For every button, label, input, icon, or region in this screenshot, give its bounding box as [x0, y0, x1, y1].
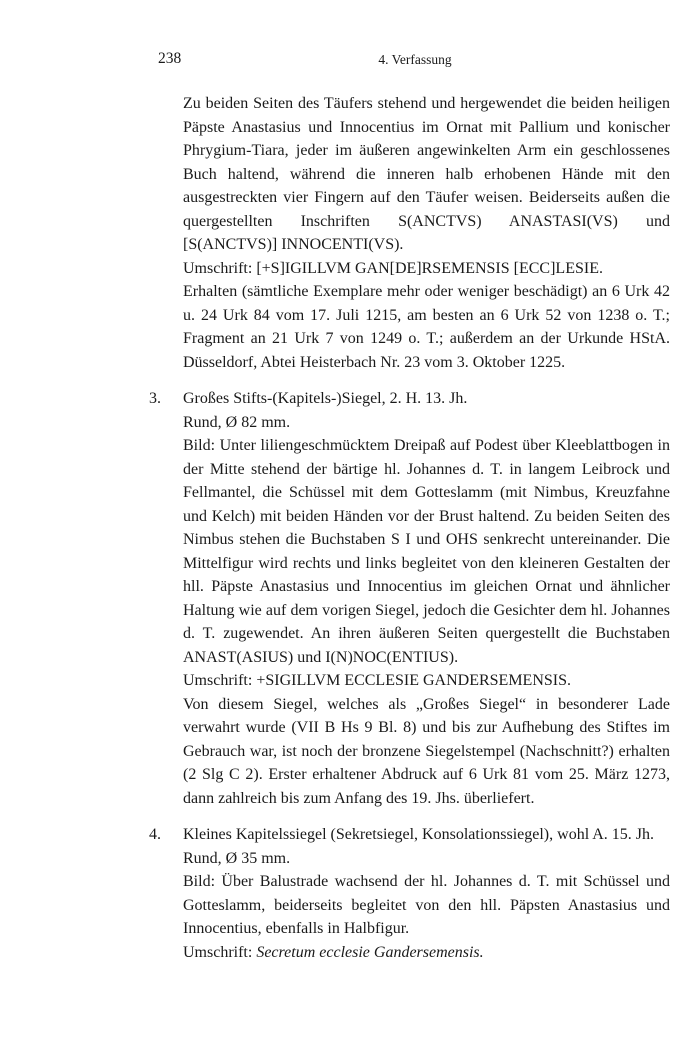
legend-text: Secretum ecclesie Gandersemensis. [256, 943, 484, 961]
legend-line [183, 941, 670, 965]
image-description: Bild: Über Balustrade wachsend der hl. Johannes d. T. mit Schüssel und Gotteslamm, beiderseits begleitet von den hll. Päpsten Anastasius und Innocentius, ebenfalls in Halbfigur. [183, 873, 670, 937]
text-block [149, 92, 670, 964]
running-head [158, 50, 672, 70]
note-paragraph: Von diesem Siegel, welches als „Großes Siegel“ in besonderer Lade verwahrt wurde (VII B Hs 9 Bl. 8) und bis zur Aufhebung des Stiftes im Gebrauch war, ist noch der bronzene Siegelstempel (Nachschnitt?) erhalten (2 Slg C 2). Erster erhaltener Abdruck auf 6 Urk 81 vom 25. März 1273, dann zahlreich bis zum Anfang des 19. Jhs. überliefert. [183, 695, 670, 807]
entry-title: Kleines Kapitelssiegel (Sekretsiegel, Konsolationssiegel), wohl A. 15. Jh. [183, 826, 655, 843]
entry-title: Großes Stifts-(Kapitels-)Siegel, 2. H. 13. Jh. [183, 390, 468, 407]
page-number: 238 [158, 50, 182, 67]
description-paragraph: Zu beiden Seiten des Täufers stehend und hergewendet die beiden heiligen Päpste Anastasius und Innocentius im Ornat mit Pallium und konischer Phrygium-Tiara, jeder im äußeren angewinkelten Arm ein geschlossenes Buch haltend, während die inneren halb erhobenen Hände mit den ausgestreckten vier Fingern auf den Täufer weisen. Beiderseits außen die quergestellten Inschriften S(ANCTVS) ANASTASI(VS) und [S(ANCTVS)] INNOCENTI(VS). [183, 95, 670, 253]
entry-number: 4. [149, 826, 161, 843]
seal-size: Rund, Ø 35 mm. [183, 849, 291, 867]
legend-line: Umschrift: +SIGILLVM ECCLESIE GANDERSEMENSIS. [183, 672, 571, 689]
image-description: Bild: Unter liliengeschmücktem Dreipaß auf Podest über Kleeblattbogen in der Mitte stehend der bärtige hl. Johannes d. T. in langem Leibrock und Fellmantel, die Schüssel mit dem Gotteslamm (mit Nimbus, Kreuzfahne und Kelch) mit beiden Händen vor der Brust haltend. Zu beiden Seiten des Nimbus stehen die Buchstaben S I und OHS senkrecht untereinander. Die Mittelfigur wird rechts und links begleitet von den kleineren Gestalten der hll. Päpste Anastasius und Innocentius im gleichen Ornat und ähnlicher Haltung wie auf dem vorigen Siegel, jedoch die Gesichter dem hl. Johannes d. T. zugewendet. An ihren äußeren Seiten quergestellt die Buchstaben ANAST(ASIUS) und I(N)NOC(ENTIUS). [183, 437, 670, 666]
seal-size: Rund, Ø 82 mm. [183, 413, 291, 431]
chapter-title: 4. Verfassung [378, 52, 452, 67]
seal-entry-4 [149, 823, 670, 964]
legend-line: Umschrift: [+S]IGILLVM GAN[DE]RSEMENSIS [ECC]LESIE. [183, 259, 603, 277]
preservation-paragraph: Erhalten (sämtliche Exemplare mehr oder weniger beschädigt) an 6 Urk 42 u. 24 Urk 84 vom 17. Juli 1215, am besten an 6 Urk 52 von 1238 o. T.; Fragment an 21 Urk 7 von 1249 o. T.; außerdem an der Urkunde HStA. Düsseldorf, Abtei Heisterbach Nr. 23 vom 3. Oktober 1225. [183, 283, 670, 371]
entry-number: 3. [149, 390, 161, 407]
seal-entry-3 [149, 387, 670, 810]
legend-label: Umschrift: [183, 943, 257, 961]
continued-entry [183, 92, 670, 374]
